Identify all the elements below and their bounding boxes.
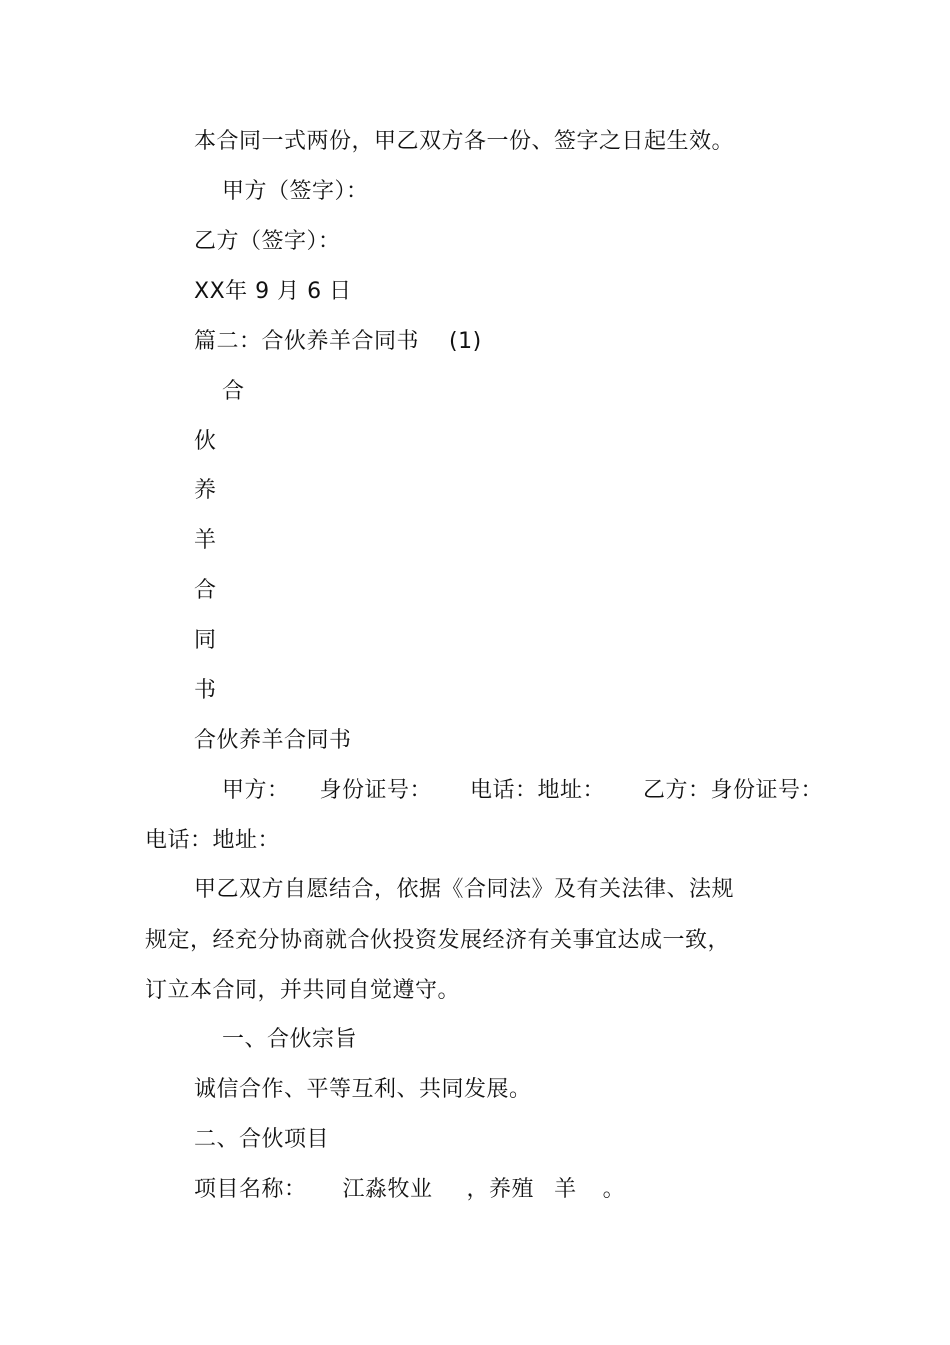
breed-label: 养殖 — [489, 1177, 535, 1202]
article-1-heading: 一、合伙宗旨 — [222, 1027, 358, 1052]
project-name: 江淼牧业 — [342, 1177, 433, 1202]
party-a-contact-label: 电话：地址： — [470, 778, 606, 803]
party-a-label: 甲方： — [222, 778, 290, 803]
article-1-body: 诚信合作、平等互利、共同发展。 — [194, 1077, 532, 1102]
project-label: 项目名称： — [194, 1177, 307, 1202]
vertical-title-char: 伙 — [194, 429, 217, 454]
party-info-line — [222, 776, 823, 806]
preamble-line: 规定，经充分协商就合伙投资发展经济有关事宜达成一致， — [145, 928, 731, 953]
party-b-signature: 乙方（签字）： — [194, 229, 341, 254]
closing-clause: 本合同一式两份，甲乙双方各一份、签字之日起生效。 — [194, 129, 735, 154]
party-a-signature: 甲方（签字）： — [222, 179, 369, 204]
project-line — [194, 1175, 625, 1205]
breed-value: 羊 — [554, 1177, 577, 1202]
vertical-title-char: 合 — [194, 578, 217, 603]
vertical-title-char: 养 — [194, 478, 217, 503]
signing-date: XX年 9 月 6 日 — [194, 279, 352, 304]
party-b-id-label: 乙方：身份证号： — [643, 778, 824, 803]
party-a-id-label: 身份证号： — [319, 778, 433, 803]
vertical-title-char: 书 — [194, 678, 217, 703]
contract-title: 合伙养羊合同书 — [194, 728, 352, 753]
party-b-contact-label: 电话：地址： — [145, 828, 281, 853]
vertical-title-char: 羊 — [194, 528, 217, 553]
preamble-line: 甲乙双方自愿结合，依据《合同法》及有关法律、法规 — [194, 877, 735, 902]
project-comma: ， — [466, 1177, 490, 1202]
vertical-title-char: 合 — [222, 379, 245, 404]
section-title: 篇二：合伙养羊合同书 — [194, 329, 420, 354]
section-heading — [194, 327, 482, 357]
preamble-line: 订立本合同，并共同自觉遵守。 — [145, 978, 461, 1003]
section-number: (1) — [449, 329, 482, 354]
vertical-title-char: 同 — [194, 628, 217, 653]
article-2-heading: 二、合伙项目 — [194, 1127, 330, 1152]
project-period: 。 — [602, 1177, 626, 1202]
